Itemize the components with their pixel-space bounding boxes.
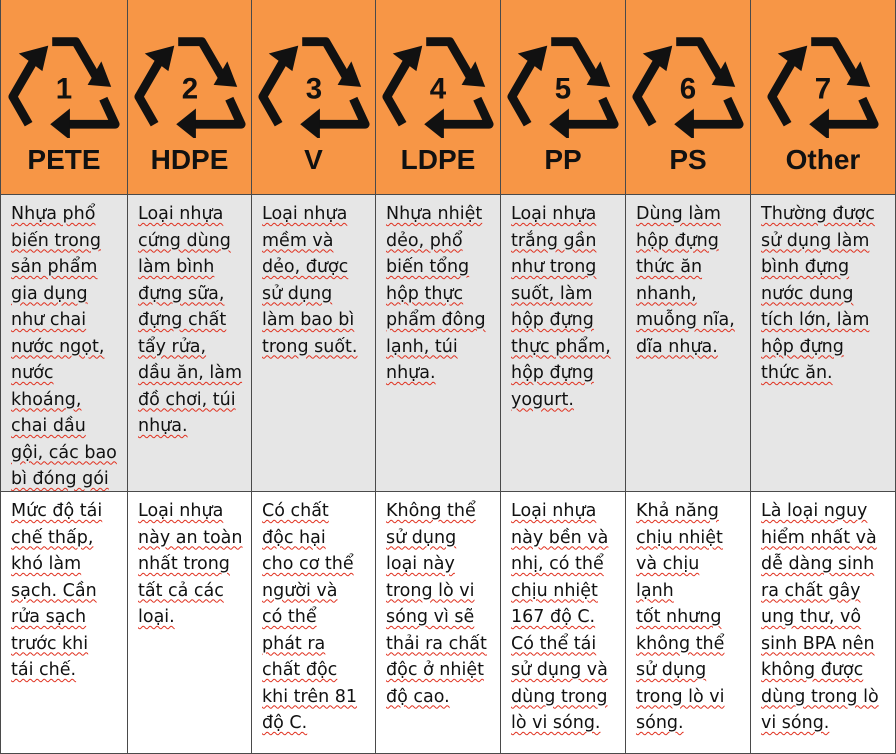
safety-cell-5 xyxy=(501,492,626,754)
safety-text: Là loại nguy hiểm nhất và dễ dàng sinh ra chất gây ung thư, vô sinh BPA nên không được dùng trong lò vi sóng. xyxy=(761,501,879,733)
safety-cell-1 xyxy=(0,492,128,754)
resin-number: 7 xyxy=(814,72,832,106)
usage-text: Dùng làm hộp đựng thức ăn nhanh, muỗng nĩa, dĩa nhựa. xyxy=(636,204,735,357)
usage-cell-1 xyxy=(0,195,128,492)
safety-text: Khả năng chịu nhiệt và chịu lạnh tốt nhưng không thể sử dụng trong lò vi sóng. xyxy=(636,501,725,733)
safety-text: Loại nhựa này bền và nhị, có thể chịu nhiệt 167 độ C. Có thể tái sử dụng và dùng trong lò vi sóng. xyxy=(511,501,609,733)
header-cell-4 xyxy=(376,0,501,195)
recycling-triangle-icon xyxy=(629,22,747,138)
resin-code: V xyxy=(304,144,323,175)
resin-number: 2 xyxy=(181,72,198,106)
usage-cell-3 xyxy=(252,195,376,492)
usage-text: Loại nhựa mềm và dẻo, được sử dụng làm bao bì trong suốt. xyxy=(262,204,358,357)
safety-cell-6 xyxy=(626,492,751,754)
usage-cell-4 xyxy=(376,195,501,492)
header-cell-3 xyxy=(252,0,376,195)
resin-number: 3 xyxy=(305,72,322,106)
safety-cell-3 xyxy=(252,492,376,754)
usage-text: Loại nhựa trắng gần như trong suốt, làm hộp đựng thực phẩm, hộp đựng yogurt. xyxy=(511,204,611,410)
header-cell-1 xyxy=(0,0,128,195)
usage-cell-7 xyxy=(751,195,896,492)
resin-code: LDPE xyxy=(400,144,476,175)
usage-text: Loại nhựa cứng dùng làm bình đựng sữa, đựng chất tẩy rửa, dầu ăn, làm đồ chơi, túi nhựa. xyxy=(138,204,243,436)
usage-cell-2 xyxy=(128,195,252,492)
resin-number: 1 xyxy=(55,72,73,106)
safety-cell-7 xyxy=(751,492,896,754)
resin-code: HDPE xyxy=(150,144,229,175)
header-cell-6 xyxy=(626,0,751,195)
header-cell-7 xyxy=(751,0,896,195)
safety-text: Loại nhựa này an toàn nhất trong tất cả các loại. xyxy=(138,501,243,627)
resin-number: 4 xyxy=(429,72,447,106)
usage-text: Nhựa nhiệt dẻo, phổ biến tổng hộp thực phẩm đông lạnh, túi nhựa. xyxy=(386,204,486,383)
safety-cell-2 xyxy=(128,492,252,754)
header-cell-5 xyxy=(501,0,626,195)
resin-code: Other xyxy=(785,144,861,175)
resin-number: 5 xyxy=(554,72,572,106)
usage-cell-5 xyxy=(501,195,626,492)
recycling-triangle-icon xyxy=(504,22,622,138)
recycling-triangle-icon xyxy=(255,22,373,138)
usage-text: Thường được sử dụng làm bình đựng nước dung tích lớn, làm hộp đựng thức ăn. xyxy=(761,204,875,383)
recycling-triangle-icon xyxy=(5,22,123,138)
safety-text: Không thể sử dụng loại này trong lò vi sóng vì sẽ thải ra chất độc ở nhiệt độ cao. xyxy=(386,501,487,707)
safety-text: Có chất độc hại cho cơ thể người và có thể phát ra chất độc khi trên 81 độ C. xyxy=(262,501,358,733)
recycling-triangle-icon xyxy=(764,22,882,138)
resin-code: PS xyxy=(669,144,707,175)
resin-number: 6 xyxy=(679,72,697,106)
safety-cell-4 xyxy=(376,492,501,754)
recycling-triangle-icon xyxy=(131,22,249,138)
header-cell-2 xyxy=(128,0,252,195)
usage-text: Nhựa phổ biến trong sản phẩm gia dụng như chai nước ngọt, nước khoáng, chai dầu gội, các bao bì đóng gói xyxy=(11,204,117,489)
resin-code: PP xyxy=(544,144,582,175)
safety-text: Mức độ tái chế thấp, khó làm sạch. Cần rửa sạch trước khi tái chế. xyxy=(11,501,103,680)
resin-code: PETE xyxy=(27,144,101,175)
recycling-triangle-icon xyxy=(379,22,497,138)
usage-cell-6 xyxy=(626,195,751,492)
